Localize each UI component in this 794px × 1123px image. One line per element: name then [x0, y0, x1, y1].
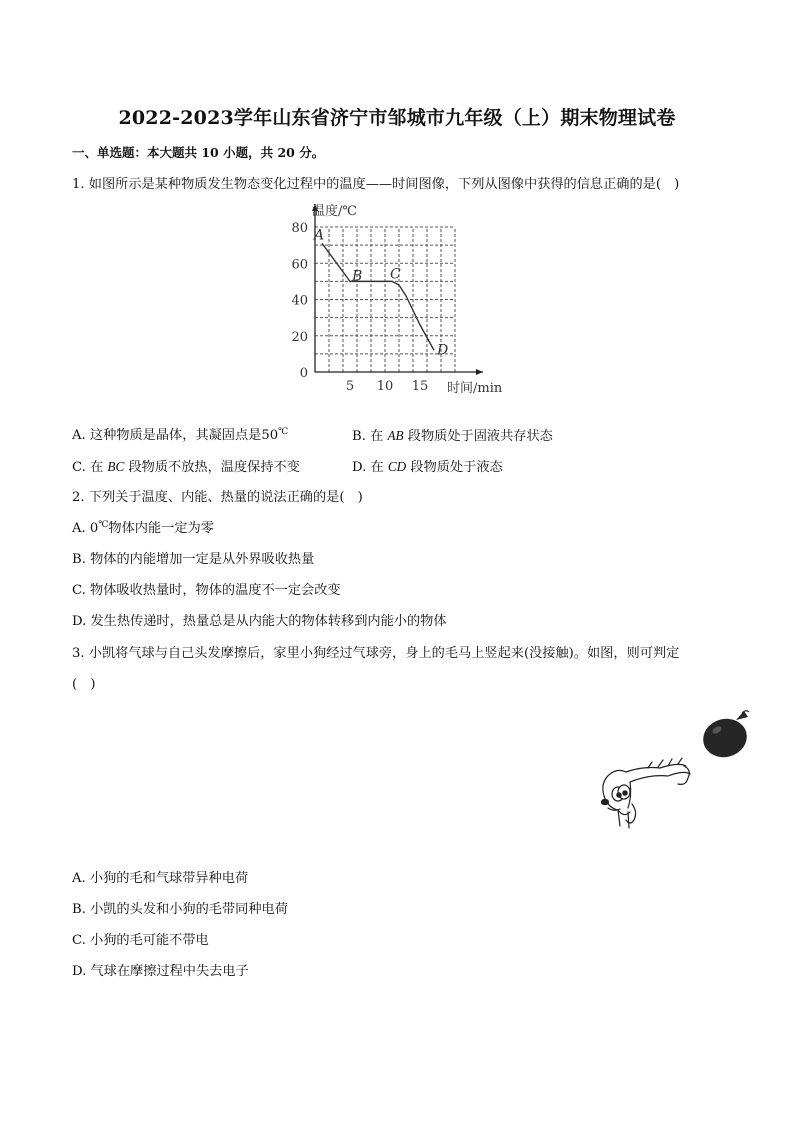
q1-option-b[interactable] — [352, 427, 553, 446]
x-axis-label: 时间/min — [447, 381, 503, 396]
y-tick-label: 60 — [291, 257, 308, 273]
q2-option-a-pre: A. 0 — [72, 521, 99, 536]
dog-icon — [602, 758, 691, 828]
q3-stem: 3. 小凯将气球与自己头发摩擦后，家里小狗经过气球旁，身上的毛马上竖起来(没接触)。如图，则可判定 — [72, 646, 680, 661]
q1-stem: 1. 如图所示是某种物质发生物态变化过程中的温度——时间图像，下列从图像中获得的信息正确的是( ) — [72, 177, 680, 192]
point-label-c: C — [390, 266, 401, 283]
dog-balloon-illustration — [588, 708, 758, 834]
x-tick-label: 10 — [376, 379, 394, 394]
q1-option-b-post: 段物质处于固液共存状态 — [403, 429, 553, 444]
y-axis-label: 温度/℃ — [312, 204, 357, 219]
q1-option-d-pre: D. 在 — [352, 460, 388, 475]
q3-option-c[interactable]: C. 小狗的毛可能不带电 — [72, 933, 209, 948]
q1-option-d[interactable] — [352, 458, 503, 477]
q1-option-c-var: BC — [107, 459, 125, 474]
q1-option-a-text: A. 这种物质是晶体，其凝固点是50 — [72, 428, 279, 443]
page-title: 2022-2023学年山东省济宁市邹城市九年级（上）期末物理试卷 — [118, 107, 676, 129]
q1-option-d-post: 段物质处于液态 — [406, 460, 503, 475]
q1-option-a[interactable] — [72, 427, 288, 446]
x-tick-label: 15 — [411, 379, 429, 394]
q2-option-a[interactable] — [72, 520, 214, 539]
y-tick-label: 0 — [299, 366, 308, 381]
q1-option-b-var: AB — [387, 428, 404, 443]
x-tick-label: 5 — [345, 379, 355, 394]
q3-option-a[interactable]: A. 小狗的毛和气球带异种电荷 — [72, 871, 249, 886]
q2-option-a-unit: ℃ — [98, 520, 109, 530]
point-label-b: B — [352, 268, 363, 285]
q3-option-b[interactable]: B. 小凯的头发和小狗的毛带同种电荷 — [72, 902, 288, 917]
balloon-icon — [699, 711, 751, 762]
q1-option-d-var: CD — [387, 459, 407, 474]
y-tick-label: 20 — [291, 329, 308, 345]
q1-option-c[interactable] — [72, 458, 300, 477]
series-line — [322, 243, 434, 350]
q2-option-c[interactable]: C. 物体吸收热量时，物体的温度不一定会改变 — [72, 583, 341, 598]
q2-option-d[interactable]: D. 发生热传递时，热量总是从内能大的物体转移到内能小的物体 — [72, 614, 447, 629]
point-label-d: D — [437, 342, 449, 359]
section-heading: 一、单选题：本大题共 10 小题，共 20 分。 — [72, 145, 325, 160]
q3-option-d[interactable]: D. 气球在摩擦过程中失去电子 — [72, 964, 249, 979]
q1-option-a-unit: ℃ — [278, 427, 289, 437]
x-axis-arrow — [476, 369, 483, 375]
temperature-time-chart — [280, 198, 520, 398]
q2-stem: 2. 下列关于温度、内能、热量的说法正确的是( ) — [72, 490, 363, 505]
q3-stem-continuation: ( ) — [72, 677, 96, 692]
y-tick-label: 40 — [291, 293, 308, 309]
q2-option-b[interactable]: B. 物体的内能增加一定是从外界吸收热量 — [72, 552, 315, 567]
point-label-a: A — [314, 227, 325, 244]
q1-option-c-post: 段物质不放热，温度保持不变 — [124, 460, 300, 475]
y-tick-label: 80 — [291, 221, 308, 236]
q1-option-c-pre: C. 在 — [72, 460, 108, 475]
q1-option-b-pre: B. 在 — [352, 429, 388, 444]
q2-option-a-post: 物体内能一定为零 — [108, 521, 214, 536]
